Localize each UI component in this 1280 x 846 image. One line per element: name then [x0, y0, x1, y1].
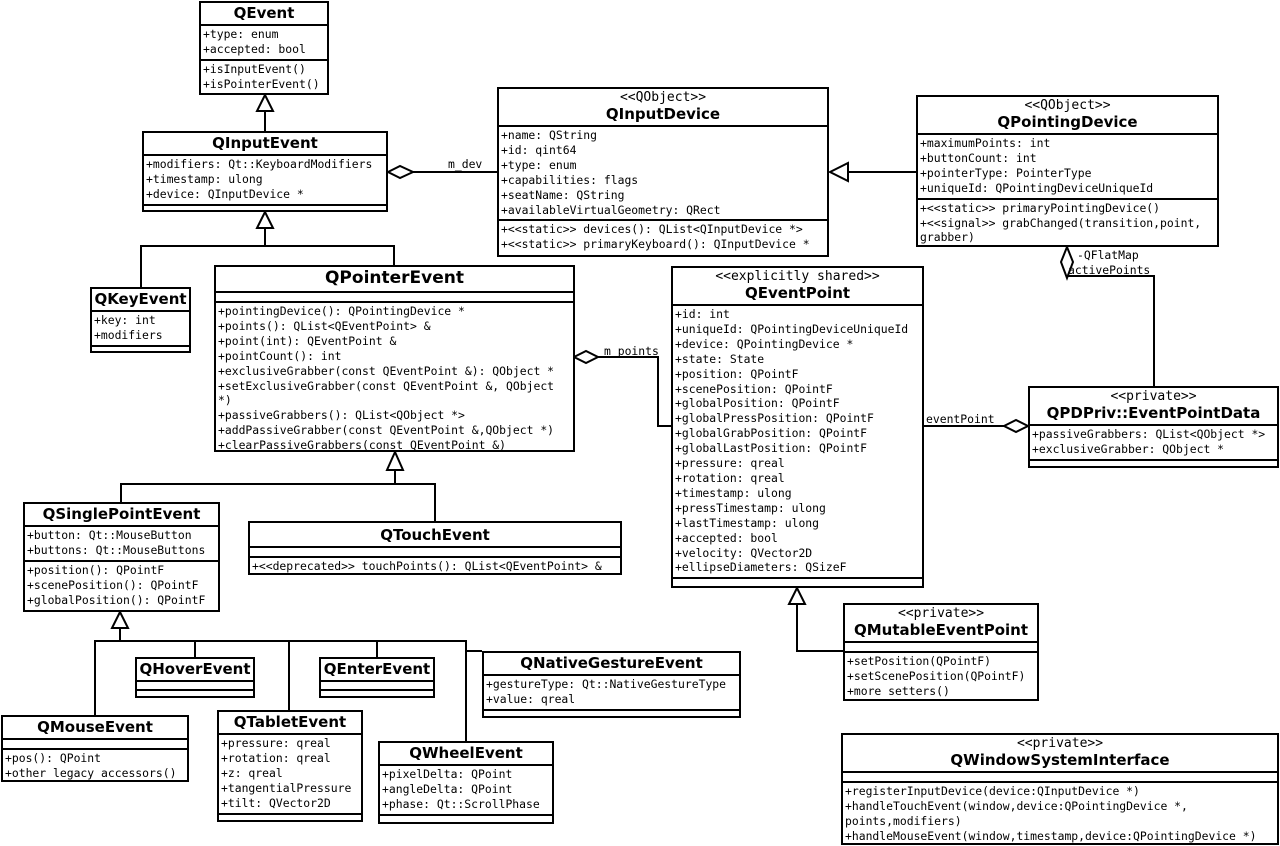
arrowhead-to-qevent — [257, 95, 273, 111]
class-header — [845, 605, 1037, 643]
attribute: +rotation: qreal — [221, 750, 331, 765]
class-header — [499, 89, 827, 127]
attributes-section — [137, 682, 253, 691]
operation: +<<deprecated>> touchPoints(): QList<QEventPoint> & — [252, 559, 602, 573]
attributes-section — [216, 293, 573, 303]
attributes-section — [499, 127, 827, 221]
operation: +point(int): QEventPoint & — [218, 333, 397, 348]
attributes-section — [3, 740, 187, 750]
attribute: +device: QInputDevice * — [146, 186, 304, 201]
class-name: QEventPoint — [744, 284, 851, 302]
line-active-points — [1067, 276, 1154, 386]
class-qevent — [199, 1, 329, 95]
diamond-qinputevent — [388, 166, 413, 178]
operation: +other legacy accessors() — [5, 765, 177, 780]
operations-section — [25, 562, 218, 610]
operations-section — [250, 558, 620, 576]
attribute: +availableVirtualGeometry: QRect — [501, 202, 721, 217]
attribute: +pixelDelta: QPoint — [382, 767, 513, 781]
attribute: +uniqueId: QPointingDeviceUniqueId — [675, 321, 909, 336]
attribute: +pressTimestamp: ulong — [675, 500, 826, 515]
attribute: +position: QPointF — [675, 366, 799, 381]
operation: +setExclusiveGrabber(const QEventPoint &, QObject *) — [218, 378, 555, 408]
attribute: +button: Qt::MouseButton — [27, 528, 192, 542]
operation: +pointingDevice(): QPointingDevice * — [218, 304, 465, 318]
operation: +pointCount(): int — [218, 348, 342, 363]
operation: +pos(): QPoint — [5, 751, 102, 765]
class-name: QEvent — [233, 4, 295, 22]
arrowhead-to-qinputevent — [257, 212, 273, 228]
attribute: +type: enum — [203, 27, 279, 41]
attribute: +z: qreal — [221, 765, 283, 780]
attributes-section — [1030, 426, 1277, 461]
operations-section — [216, 303, 573, 455]
operation: +clearPassiveGrabbers(const QEventPoint &) — [218, 438, 507, 453]
attribute: +globalLastPosition: QPointF — [675, 441, 868, 456]
class-stereotype: <<private>> — [897, 606, 985, 621]
class-name: QSinglePointEvent — [42, 505, 201, 523]
attributes-section — [201, 26, 327, 61]
label-active-points: activePoints — [1068, 263, 1151, 277]
class-qtabletevent — [217, 710, 363, 822]
line-qmutable-to-qeventpoint — [797, 604, 843, 651]
class-name: QMouseEvent — [37, 718, 153, 736]
attribute: +globalPosition: QPointF — [675, 396, 840, 411]
attributes-section — [25, 527, 218, 562]
operation: +isInputEvent() — [203, 61, 306, 76]
attribute: +key: int — [94, 313, 156, 327]
attribute: +phase: Qt::ScrollPhase — [382, 796, 540, 811]
label-m-dev: m_dev — [448, 157, 483, 171]
operation: +setPosition(QPointF) — [847, 654, 992, 668]
class-stereotype: <<explicitly shared>> — [715, 269, 880, 284]
class-qmutableeventpoint — [843, 603, 1039, 701]
class-name: QMutableEventPoint — [853, 621, 1029, 639]
attribute: +scenePosition: QPointF — [675, 381, 833, 396]
arrowhead-to-qeventpoint — [789, 588, 805, 604]
attribute: +maximumPoints: int — [920, 136, 1051, 150]
class-header — [321, 659, 433, 682]
attribute: +uniqueId: QPointingDeviceUniqueId — [920, 180, 1154, 195]
class-header — [137, 659, 253, 682]
class-header — [1030, 388, 1277, 426]
operation: +registerInputDevice(device:QInputDevice *) — [845, 784, 1140, 798]
diamond-qpdpriv — [1004, 420, 1028, 432]
operation: +exclusiveGrabber(const QEventPoint &): QObject * — [218, 363, 555, 378]
attribute: +pressure: qreal — [221, 736, 331, 750]
attribute: +buttonCount: int — [920, 150, 1037, 165]
attribute: +globalGrabPosition: QPointF — [675, 426, 868, 441]
attribute: +ellipseDiameters: QSizeF — [675, 560, 847, 575]
class-qwindowsysteminterface — [841, 733, 1279, 845]
attribute: +tilt: QVector2D — [221, 795, 331, 810]
operations-section — [380, 816, 552, 824]
attribute: +timestamp: ulong — [146, 171, 263, 186]
operation: +globalPosition(): QPointF — [27, 592, 206, 607]
class-header — [250, 523, 620, 548]
attribute: +pressure: qreal — [675, 456, 785, 471]
attribute: +type: enum — [501, 157, 577, 172]
class-qpointingdevice — [916, 95, 1219, 247]
attribute: +tangentialPressure — [221, 780, 352, 795]
attribute: +globalPressPosition: QPointF — [675, 411, 874, 426]
attribute: +passiveGrabbers: QList<QObject *> — [1032, 427, 1266, 441]
attributes-section — [219, 735, 361, 815]
class-qnativegestureevent — [482, 651, 741, 718]
class-name: QEnterEvent — [323, 660, 431, 678]
attributes-section — [144, 156, 386, 206]
attribute: +capabilities: flags — [501, 172, 639, 187]
operation: +<<static>> primaryPointingDevice() — [920, 200, 1161, 215]
operations-section — [499, 221, 827, 254]
label-qflatmap: -QFlatMap — [1077, 248, 1139, 262]
operation: +more setters() — [847, 683, 950, 698]
attribute: +angleDelta: QPoint — [382, 781, 513, 796]
operations-section — [321, 691, 433, 698]
operations-section — [137, 691, 253, 698]
class-qpointerevent — [214, 265, 575, 452]
attributes-section — [845, 643, 1037, 653]
class-header — [918, 97, 1217, 135]
class-qinputevent — [142, 131, 388, 212]
class-qinputdevice — [497, 87, 829, 257]
label-event-point: eventPoint — [926, 412, 995, 426]
class-qwheelevent — [378, 741, 554, 824]
attribute: +rotation: qreal — [675, 470, 785, 485]
attribute: +modifiers — [94, 327, 163, 342]
operations-section — [843, 783, 1277, 846]
operation: +scenePosition(): QPointF — [27, 577, 199, 592]
attribute: +value: qreal — [486, 691, 576, 706]
attribute: +lastTimestamp: ulong — [675, 515, 820, 530]
attribute: +velocity: QVector2D — [675, 545, 813, 560]
attribute: +gestureType: Qt::NativeGestureType — [486, 677, 727, 691]
class-name: QKeyEvent — [94, 290, 187, 308]
operations-section — [92, 347, 189, 355]
attribute: +modifiers: Qt::KeyboardModifiers — [146, 157, 373, 171]
attributes-section — [673, 306, 922, 579]
operations-section — [201, 61, 327, 94]
attribute: +buttons: Qt::MouseButtons — [27, 542, 206, 557]
operation: +<<static>> primaryKeyboard(): QInputDevice * — [501, 237, 810, 252]
attribute: +accepted: bool — [203, 41, 306, 56]
operations-section — [918, 200, 1217, 248]
class-header — [216, 267, 573, 293]
operations-section — [845, 653, 1037, 701]
class-qtouchevent — [248, 521, 622, 575]
class-name: QInputDevice — [605, 105, 721, 123]
operation: +<<static>> devices(): QList<QInputDevice *> — [501, 222, 803, 237]
attribute: +name: QString — [501, 128, 598, 142]
operation: +handleTouchEvent(window,device:QPointingDevice *, points,modifiers) — [845, 798, 1188, 828]
attributes-section — [843, 773, 1277, 783]
class-header — [3, 717, 187, 740]
class-stereotype: <<QObject>> — [619, 90, 707, 105]
attribute: +id: int — [675, 307, 730, 321]
class-stereotype: <<QObject>> — [1024, 98, 1111, 113]
class-stereotype: <<private>> — [1016, 736, 1104, 751]
class-name: QPointingDevice — [997, 113, 1138, 131]
class-name: QPointerEvent — [324, 268, 464, 288]
attributes-section — [92, 312, 189, 347]
attributes-section — [484, 676, 739, 711]
class-header — [144, 133, 386, 156]
operation: +setScenePosition(QPointF) — [847, 668, 1026, 683]
attribute: +device: QPointingDevice * — [675, 336, 854, 351]
attribute: +id: qint64 — [501, 142, 577, 157]
operation: +position(): QPointF — [27, 562, 165, 577]
operation: +passiveGrabbers(): QList<QObject *> — [218, 408, 465, 423]
class-header — [843, 735, 1277, 773]
operation: +points(): QList<QEventPoint> & — [218, 318, 431, 333]
attribute: +pointerType: PointerType — [920, 165, 1092, 180]
class-header — [219, 712, 361, 735]
class-name: QTabletEvent — [233, 713, 347, 731]
class-header — [92, 289, 189, 312]
line-m-points — [598, 357, 671, 426]
operations-section — [3, 750, 187, 783]
operations-section — [1030, 461, 1277, 469]
operation: +isPointerEvent() — [203, 76, 320, 91]
class-name: QWheelEvent — [409, 744, 523, 762]
class-qeventpoint — [671, 266, 924, 588]
class-header — [380, 743, 552, 766]
arrowhead-to-qsinglepointevent — [112, 612, 128, 628]
class-stereotype: <<private>> — [1110, 389, 1197, 404]
operations-section — [219, 815, 361, 823]
class-qpdpriv-eventpointdata — [1028, 386, 1279, 468]
class-qhoverevent — [135, 657, 255, 698]
attribute: +timestamp: ulong — [675, 485, 792, 500]
operation: +addPassiveGrabber(const QEventPoint &,QObject *) — [218, 423, 555, 438]
class-qmouseevent — [1, 715, 189, 782]
class-header — [201, 3, 327, 26]
operations-section — [144, 206, 386, 214]
diamond-qpointerevent — [574, 351, 598, 363]
operations-section — [484, 711, 739, 719]
operation: +<<signal>> grabChanged(transition,point, grabber) — [920, 215, 1202, 245]
class-name: QNativeGestureEvent — [520, 654, 703, 672]
attributes-section — [918, 135, 1217, 200]
class-qenterevent — [319, 657, 435, 698]
class-qkeyevent — [90, 287, 191, 353]
class-name: QWindowSystemInterface — [950, 751, 1170, 769]
attribute: +seatName: QString — [501, 187, 625, 202]
attributes-section — [250, 548, 620, 558]
attributes-section — [380, 766, 552, 816]
class-name: QPDPriv::EventPointData — [1046, 404, 1261, 422]
arrowhead-to-qinputdevice — [830, 163, 848, 181]
operation: +handleMouseEvent(window,timestamp,device:QPointingDevice *) — [845, 828, 1257, 843]
class-name: QHoverEvent — [139, 660, 251, 678]
class-qsinglepointevent — [23, 502, 220, 612]
class-header — [25, 504, 218, 527]
attribute: +accepted: bool — [675, 530, 778, 545]
attribute: +state: State — [675, 351, 765, 366]
class-name: QTouchEvent — [380, 526, 490, 544]
attribute: +exclusiveGrabber: QObject * — [1032, 441, 1225, 456]
class-name: QInputEvent — [212, 134, 318, 152]
class-header — [673, 268, 922, 306]
label-m-points: m_points — [604, 344, 659, 358]
class-header — [484, 653, 739, 676]
operations-section — [673, 579, 922, 587]
attributes-section — [321, 682, 433, 691]
